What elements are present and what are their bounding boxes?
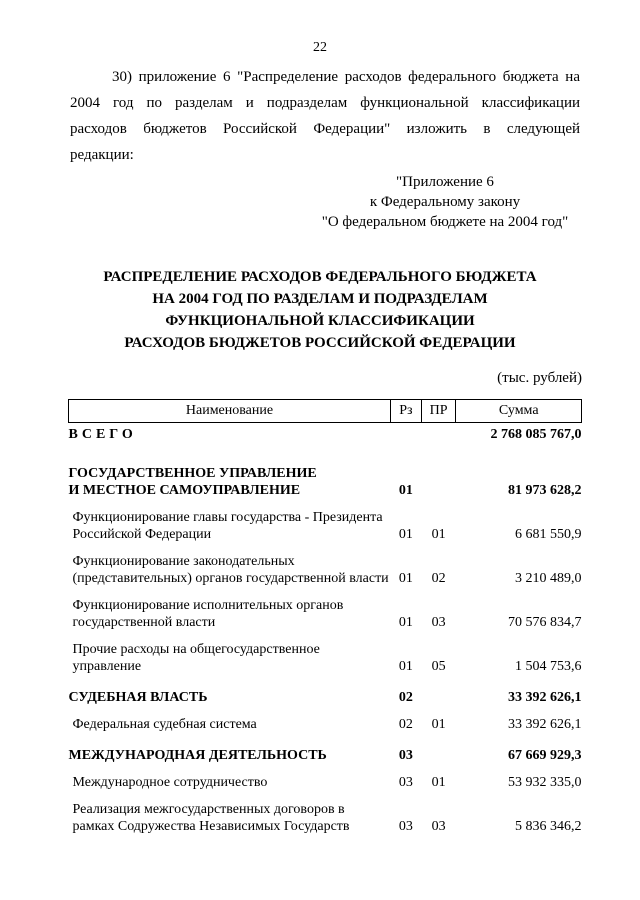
row-pr: 03 <box>431 819 446 834</box>
row-rz: 03 <box>398 775 413 790</box>
table-row <box>69 706 582 733</box>
table-row <box>69 791 582 835</box>
row-rz: 01 <box>398 615 413 630</box>
table-row <box>69 499 582 543</box>
row-pr: 01 <box>431 527 446 542</box>
row-name: Функционирование законодательных (представительных) органов государственной власти <box>72 554 389 586</box>
row-rz: 01 <box>398 483 413 498</box>
title-line-2: НА 2004 ГОД ПО РАЗДЕЛАМ И ПОДРАЗДЕЛАМ <box>152 291 488 307</box>
intro-line-3: расходов бюджетов Российской Федерации" изложить в следующей <box>70 121 580 137</box>
total-sum: 2 768 085 767,0 <box>490 427 582 442</box>
appendix-line-2: к Федеральному закону <box>369 194 521 210</box>
row-pr <box>421 675 456 706</box>
row-sum: 3 210 489,0 <box>515 571 582 586</box>
row-rz: 01 <box>398 527 413 542</box>
row-sum: 53 932 335,0 <box>508 775 582 790</box>
row-rz: 03 <box>398 819 413 834</box>
table-row <box>69 764 582 791</box>
row-sum: 6 681 550,9 <box>515 527 582 542</box>
row-name: Международное сотрудничество <box>72 775 268 790</box>
row-rz: 02 <box>398 690 413 705</box>
row-name: Функционирование главы государства - Президента Российской Федерации <box>72 510 383 542</box>
appendix-line-3: "О федеральном бюджете на 2004 год" <box>321 214 569 230</box>
row-sum: 33 392 626,1 <box>508 690 582 705</box>
header-rz: Рз <box>391 400 422 423</box>
row-pr: 03 <box>431 615 446 630</box>
table-row <box>69 543 582 587</box>
table-row <box>69 587 582 631</box>
row-sum: 67 669 929,3 <box>508 748 582 763</box>
total-row <box>69 423 582 444</box>
row-name: Федеральная судебная система <box>72 717 257 732</box>
table-row <box>69 733 582 764</box>
row-name: Прочие расходы на общегосударственное управление <box>72 642 320 674</box>
title-line-3: ФУНКЦИОНАЛЬНОЙ КЛАССИФИКАЦИИ <box>165 313 475 329</box>
table-row <box>69 675 582 706</box>
intro-line-1: 30) приложение 6 "Распределение расходов федерального бюджета на <box>112 69 580 85</box>
row-sum: 33 392 626,1 <box>508 717 582 732</box>
row-sum: 81 973 628,2 <box>508 483 582 498</box>
title-line-4: РАСХОДОВ БЮДЖЕТОВ РОССИЙСКОЙ ФЕДЕРАЦИИ <box>124 335 516 351</box>
appendix-line-1: "Приложение 6 <box>396 174 494 190</box>
page-number: 22 <box>313 40 327 55</box>
appendix-reference <box>300 172 590 232</box>
row-pr: 01 <box>431 775 446 790</box>
row-sum: 70 576 834,7 <box>508 615 582 630</box>
row-rz: 02 <box>398 717 413 732</box>
units-label: (тыс. рублей) <box>497 370 582 386</box>
row-rz: 01 <box>398 659 413 674</box>
intro-line-4: редакции: <box>70 147 134 163</box>
budget-table <box>68 399 582 835</box>
table-header-row <box>69 400 582 423</box>
row-name: Реализация межгосударственных договоров в рамках Содружества Независимых Государств <box>72 802 350 834</box>
table-row <box>69 631 582 675</box>
document-title <box>0 266 640 354</box>
table-row <box>69 443 582 499</box>
row-rz: 03 <box>398 748 413 763</box>
intro-paragraph <box>70 64 580 168</box>
header-sum: Сумма <box>456 400 582 423</box>
row-name: МЕЖДУНАРОДНАЯ ДЕЯТЕЛЬНОСТЬ <box>68 748 327 763</box>
row-name: СУДЕБНАЯ ВЛАСТЬ <box>68 690 208 705</box>
title-line-1: РАСПРЕДЕЛЕНИЕ РАСХОДОВ ФЕДЕРАЛЬНОГО БЮДЖЕТА <box>103 269 537 285</box>
row-name: Функционирование исполнительных органов государственной власти <box>72 598 344 630</box>
row-sum: 5 836 346,2 <box>515 819 582 834</box>
row-pr <box>421 443 456 499</box>
row-name: ГОСУДАРСТВЕННОЕ УПРАВЛЕНИЕ И МЕСТНОЕ САМОУПРАВЛЕНИЕ <box>68 466 317 498</box>
header-pr: ПР <box>421 400 456 423</box>
row-rz: 01 <box>398 571 413 586</box>
row-pr: 01 <box>431 717 446 732</box>
header-name: Наименование <box>69 400 391 423</box>
row-sum: 1 504 753,6 <box>515 659 582 674</box>
row-pr <box>421 733 456 764</box>
row-pr: 02 <box>431 571 446 586</box>
total-label: ВСЕГО <box>68 427 137 442</box>
intro-line-2: 2004 год по разделам и подразделам функциональной классификации <box>70 95 580 111</box>
row-pr: 05 <box>431 659 446 674</box>
